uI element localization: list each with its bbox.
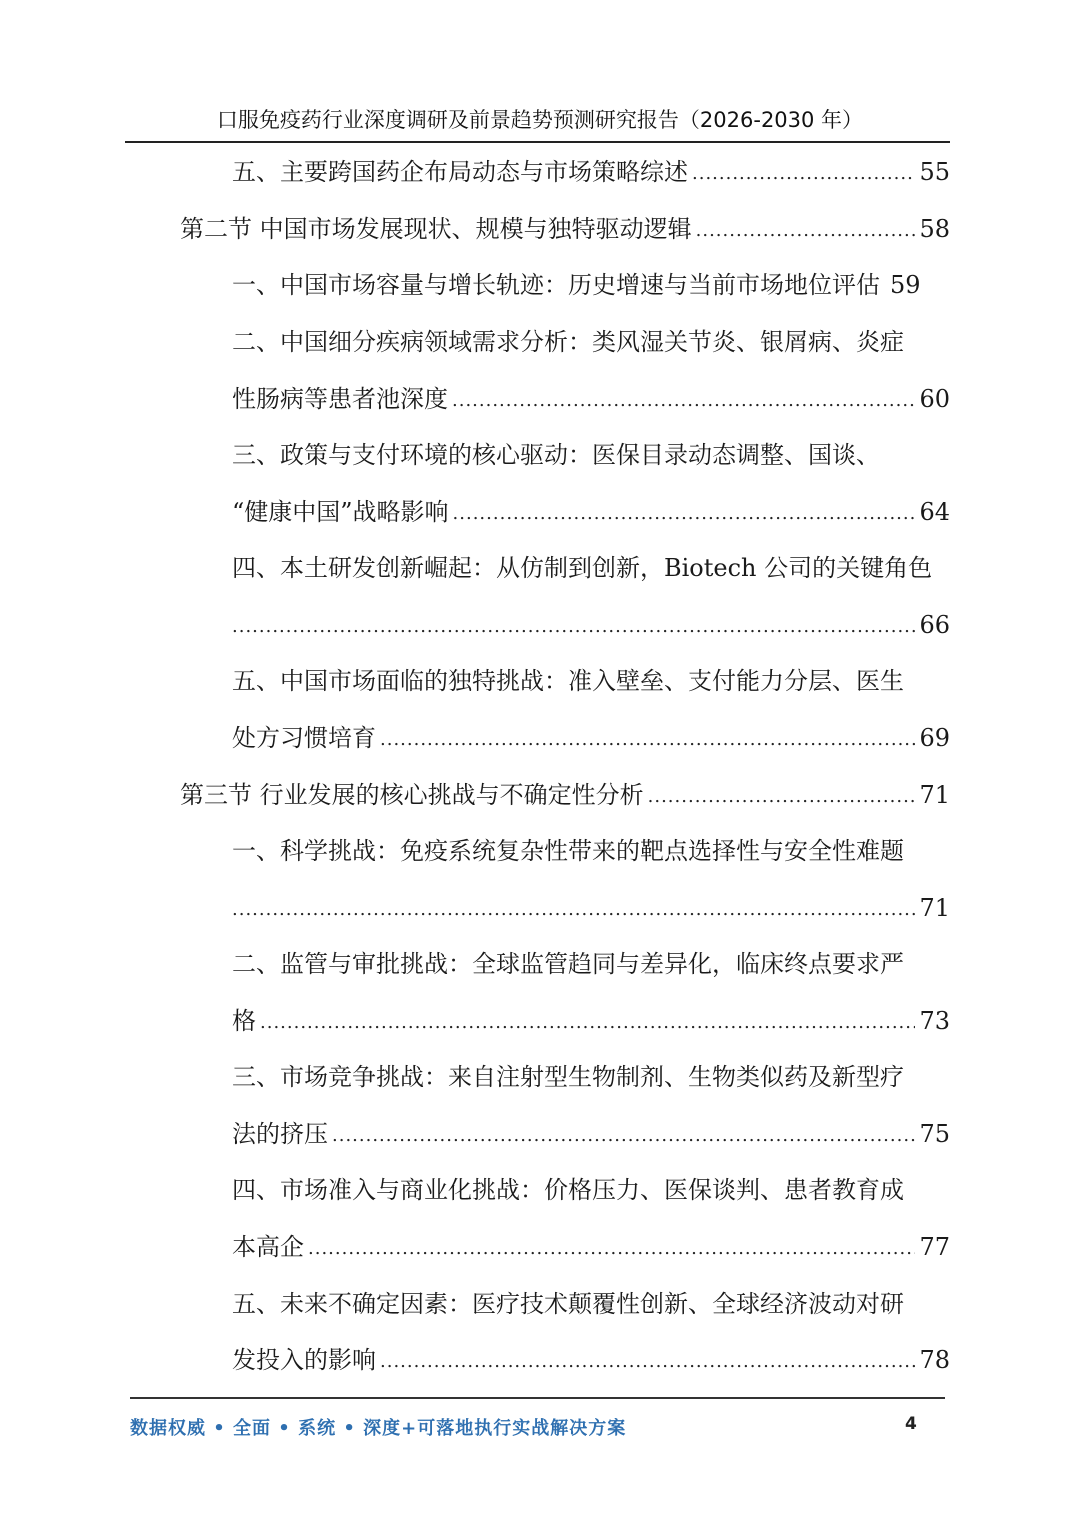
toc-section-entry[interactable] [180, 775, 950, 815]
footer-slogan: 数据权威 • 全面 • 系统 • 深度+可落地执行实战解决方案 [130, 1418, 627, 1439]
toc-entry-title: 法的挤压 [232, 1120, 328, 1148]
toc-leader-dots [380, 720, 915, 758]
toc-entry-title: 二、中国细分疾病领域需求分析：类风湿关节炎、银屑病、炎症 [232, 328, 904, 356]
toc-entry-title: 二、监管与审批挑战：全球监管趋同与差异化，临床终点要求严 [232, 950, 904, 978]
toc-entry-page: 75 [919, 1120, 950, 1148]
toc-entry[interactable] [232, 1284, 950, 1324]
toc-leader-dots [232, 607, 915, 645]
toc-leader-dots [696, 211, 916, 249]
toc-entry[interactable] [232, 435, 950, 475]
toc-entry-continuation[interactable] [232, 1001, 950, 1041]
toc-leader-dots [648, 777, 916, 815]
toc-leader-dots [332, 1116, 915, 1154]
toc-entry-page: 66 [919, 611, 950, 639]
toc-entry-continuation[interactable] [232, 1340, 950, 1380]
toc-entry-page: 71 [919, 894, 950, 922]
toc-leader-dots [308, 1229, 915, 1267]
toc-entry[interactable] [232, 831, 950, 871]
toc-section-entry[interactable] [180, 209, 950, 249]
toc-leader-dots [453, 494, 916, 532]
toc-entry-title: 第二节 中国市场发展现状、规模与独特驱动逻辑 [180, 215, 692, 243]
toc-entry-title: 发投入的影响 [232, 1346, 376, 1374]
toc-entry-title: 一、科学挑战：免疫系统复杂性带来的靶点选择性与安全性难题 [232, 837, 904, 865]
toc-entry-title: 五、中国市场面临的独特挑战：准入壁垒、支付能力分层、医生 [232, 667, 904, 695]
toc-entry-page: 69 [919, 724, 950, 752]
toc-entry[interactable] [232, 944, 950, 984]
toc-entry[interactable] [232, 548, 950, 588]
toc-entry-title: 格 [232, 1007, 256, 1035]
toc-entry-title: 性肠病等患者池深度 [232, 385, 448, 413]
toc-leader-dots [452, 381, 915, 419]
toc-leader-dots [260, 1003, 915, 1041]
toc-entry[interactable] [232, 265, 950, 305]
toc-entry-title: 四、本土研发创新崛起：从仿制到创新，Biotech 公司的关键角色 [232, 554, 933, 582]
toc-entry-title: 第三节 行业发展的核心挑战与不确定性分析 [180, 781, 644, 809]
toc-entry-title: 五、主要跨国药企布局动态与市场策略综述 [232, 158, 688, 186]
toc-entry-title: 一、中国市场容量与增长轨迹：历史增速与当前市场地位评估 [232, 271, 880, 299]
toc-entry-continuation[interactable] [232, 492, 950, 532]
toc-entry-title: 三、政策与支付环境的核心驱动：医保目录动态调整、国谈、 [232, 441, 880, 469]
toc-entry[interactable] [232, 152, 950, 192]
toc-leader-dots [232, 890, 915, 928]
toc-entry[interactable] [232, 322, 950, 362]
toc-entry-continuation[interactable] [232, 379, 950, 419]
toc-entry-title: 本高企 [232, 1233, 304, 1261]
toc-entry-title: 五、未来不确定因素：医疗技术颠覆性创新、全球经济波动对研 [232, 1290, 904, 1318]
toc-entry[interactable] [232, 661, 950, 701]
toc-entry-page: 59 [890, 271, 921, 299]
header-divider [125, 141, 950, 143]
toc-entry-page: 71 [919, 781, 950, 809]
toc-entry-title: 处方习惯培育 [232, 724, 376, 752]
report-header-title: 口服免疫药行业深度调研及前景趋势预测研究报告（2026-2030 年） [216, 108, 864, 132]
toc-entry[interactable] [232, 1057, 950, 1097]
toc-leader-dots [380, 1342, 915, 1380]
toc-entry-page: 55 [919, 158, 950, 186]
toc-entry-continuation[interactable] [232, 1227, 950, 1267]
toc-entry-title: 四、市场准入与商业化挑战：价格压力、医保谈判、患者教育成 [232, 1176, 904, 1204]
toc-entry-continuation[interactable] [232, 605, 950, 645]
toc-leader-dots [692, 154, 915, 192]
toc-entry-page: 58 [919, 215, 950, 243]
toc-entry-page: 77 [919, 1233, 950, 1261]
toc-entry-continuation[interactable] [232, 888, 950, 928]
toc-entry[interactable] [232, 1170, 950, 1210]
toc-entry-page: 73 [919, 1007, 950, 1035]
toc-entry-page: 60 [919, 385, 950, 413]
footer-divider [130, 1397, 945, 1399]
page-number: 4 [905, 1414, 917, 1434]
toc-entry-continuation[interactable] [232, 1114, 950, 1154]
toc-entry-page: 64 [919, 498, 950, 526]
toc-entry-title: 三、市场竞争挑战：来自注射型生物制剂、生物类似药及新型疗 [232, 1063, 904, 1091]
toc-entry-continuation[interactable] [232, 718, 950, 758]
toc-entry-page: 78 [919, 1346, 950, 1374]
toc-entry-title: “健康中国”战略影响 [232, 498, 449, 526]
